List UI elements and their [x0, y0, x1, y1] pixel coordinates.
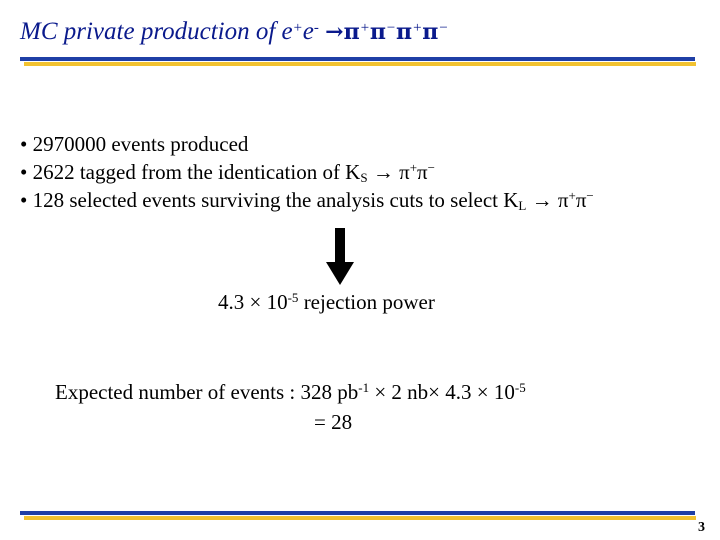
bullet-list	[20, 130, 594, 214]
title-sup: +	[359, 20, 370, 36]
down-arrow-icon	[326, 228, 354, 285]
title-sup: -	[313, 20, 319, 36]
title-pi: π	[396, 19, 413, 45]
title-sup: +	[292, 20, 303, 36]
page-number: 3	[698, 520, 705, 535]
bullet-events-produced: • 2970000 events produced	[20, 132, 249, 156]
expected-events-line: Expected number of events : 328 $pb^{-1} \times 2$ $nb\times 4.3 \times 10^{-5}$	[55, 380, 526, 404]
slide-title	[20, 14, 449, 50]
title-sup: −	[438, 20, 449, 36]
title-pi: π	[369, 19, 386, 45]
title-text: MC private production of e	[20, 18, 293, 45]
title-pi: π	[422, 19, 439, 45]
title-arrow: →	[325, 19, 344, 45]
rejection-power: $4.3 \times 10^{-5}$ rejection power	[218, 290, 435, 314]
bullet-selected: • 128 selected events surviving the analysis cuts to select $K_L \to \pi^+\pi^-$	[20, 188, 594, 213]
top-bar-blue	[20, 57, 695, 61]
top-bar-gold	[24, 62, 696, 66]
title-sup: −	[385, 20, 397, 36]
bottom-bar-blue	[20, 511, 695, 515]
bullet-tagged: • 2622 tagged from the identication of $K_S \to \pi^+\pi^-$	[20, 160, 435, 185]
title-pi: π	[343, 19, 360, 45]
title-text: e	[302, 18, 314, 45]
title-sup: +	[412, 20, 423, 36]
expected-events-result: = 28	[314, 410, 353, 434]
bottom-bar-gold	[24, 516, 696, 520]
